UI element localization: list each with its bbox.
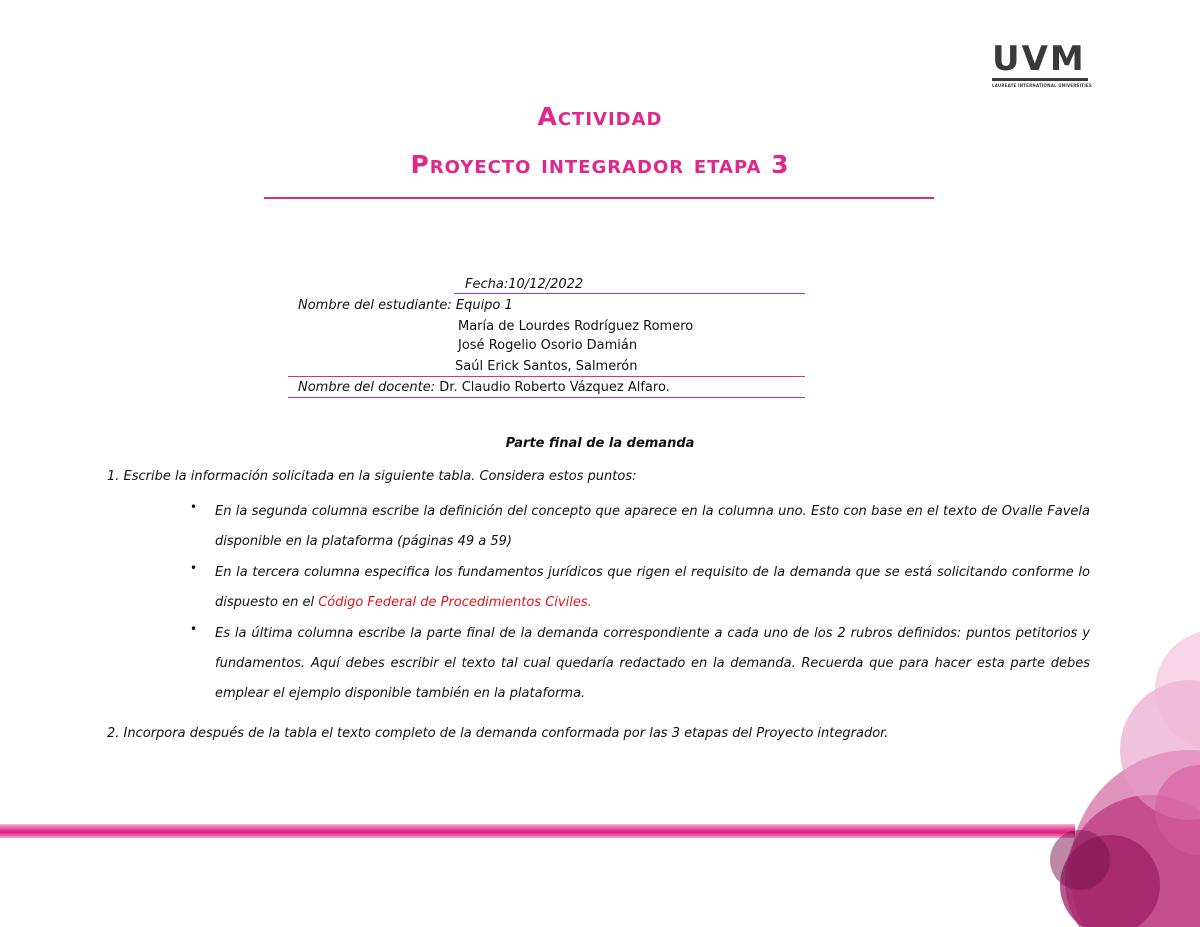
code-reference-link[interactable]: Código Federal de Procedimientos Civiles. <box>318 595 592 610</box>
teacher-label: Nombre del docente: <box>298 380 436 395</box>
member-3: Saúl Erick Santos, Salmerón <box>455 359 638 374</box>
member-2: José Rogelio Osorio Damián <box>458 338 638 353</box>
bullet-icon: • <box>190 561 198 575</box>
date-underline <box>454 293 805 294</box>
bullet-3: Es la última columna escribe la parte final de la demanda correspondiente a cada uno de los 2 rubros definidos: puntos petitorios y fundamentos. Aquí debes escribir el texto tal cual quedaría redactado en la demanda. Recuerda que para hacer esta parte debes emplear el ejemplo disponible también en la plataforma. <box>215 626 1090 701</box>
members-underline <box>288 376 805 377</box>
date-value: 10/12/2022 <box>508 277 584 292</box>
teacher-underline <box>288 397 805 398</box>
teacher-value: Dr. Claudio Roberto Vázquez Alfaro. <box>439 380 670 395</box>
instruction-1: 1. Escribe la información solicitada en la siguiente tabla. Considera estos puntos: <box>107 469 637 484</box>
activity-title: Actividad <box>537 102 663 131</box>
instruction-2: 2. Incorpora después de la tabla el texto completo de la demanda conformada por las 3 etapas del Proyecto integrador. <box>107 726 889 741</box>
logo-text: UVM <box>992 39 1086 79</box>
logo-tagline: LAUREATE INTERNATIONAL UNIVERSITIES <box>992 78 1088 88</box>
uvm-logo <box>992 39 1092 88</box>
date-line <box>465 277 583 292</box>
project-title: Proyecto integrador etapa 3 <box>410 150 790 179</box>
section-subheading: Parte final de la demanda <box>505 436 695 451</box>
date-label: Fecha: <box>465 277 509 292</box>
member-1: María de Lourdes Rodríguez Romero <box>458 319 694 334</box>
decorative-circles <box>1040 620 1200 927</box>
bullet-2 <box>215 558 1090 618</box>
bullet-icon: • <box>190 622 198 636</box>
student-line <box>298 298 513 313</box>
student-label: Nombre del estudiante: <box>298 298 452 313</box>
footer-band <box>0 824 1075 838</box>
student-value: Equipo 1 <box>455 298 513 313</box>
bullet-1: En la segunda columna escribe la definición del concepto que aparece en la columna uno. Esto con base en el texto de Ovalle Favela disponible en la plataforma (páginas 49 a 59) <box>215 504 1090 549</box>
title-divider <box>264 197 934 199</box>
bullet-icon: • <box>190 500 198 514</box>
bullet-2-text: En la tercera columna especifica los fundamentos jurídicos que rigen el requisito de la demanda que se está solicitando conforme lo dispuesto en el <box>215 565 1090 610</box>
teacher-line <box>298 380 670 395</box>
